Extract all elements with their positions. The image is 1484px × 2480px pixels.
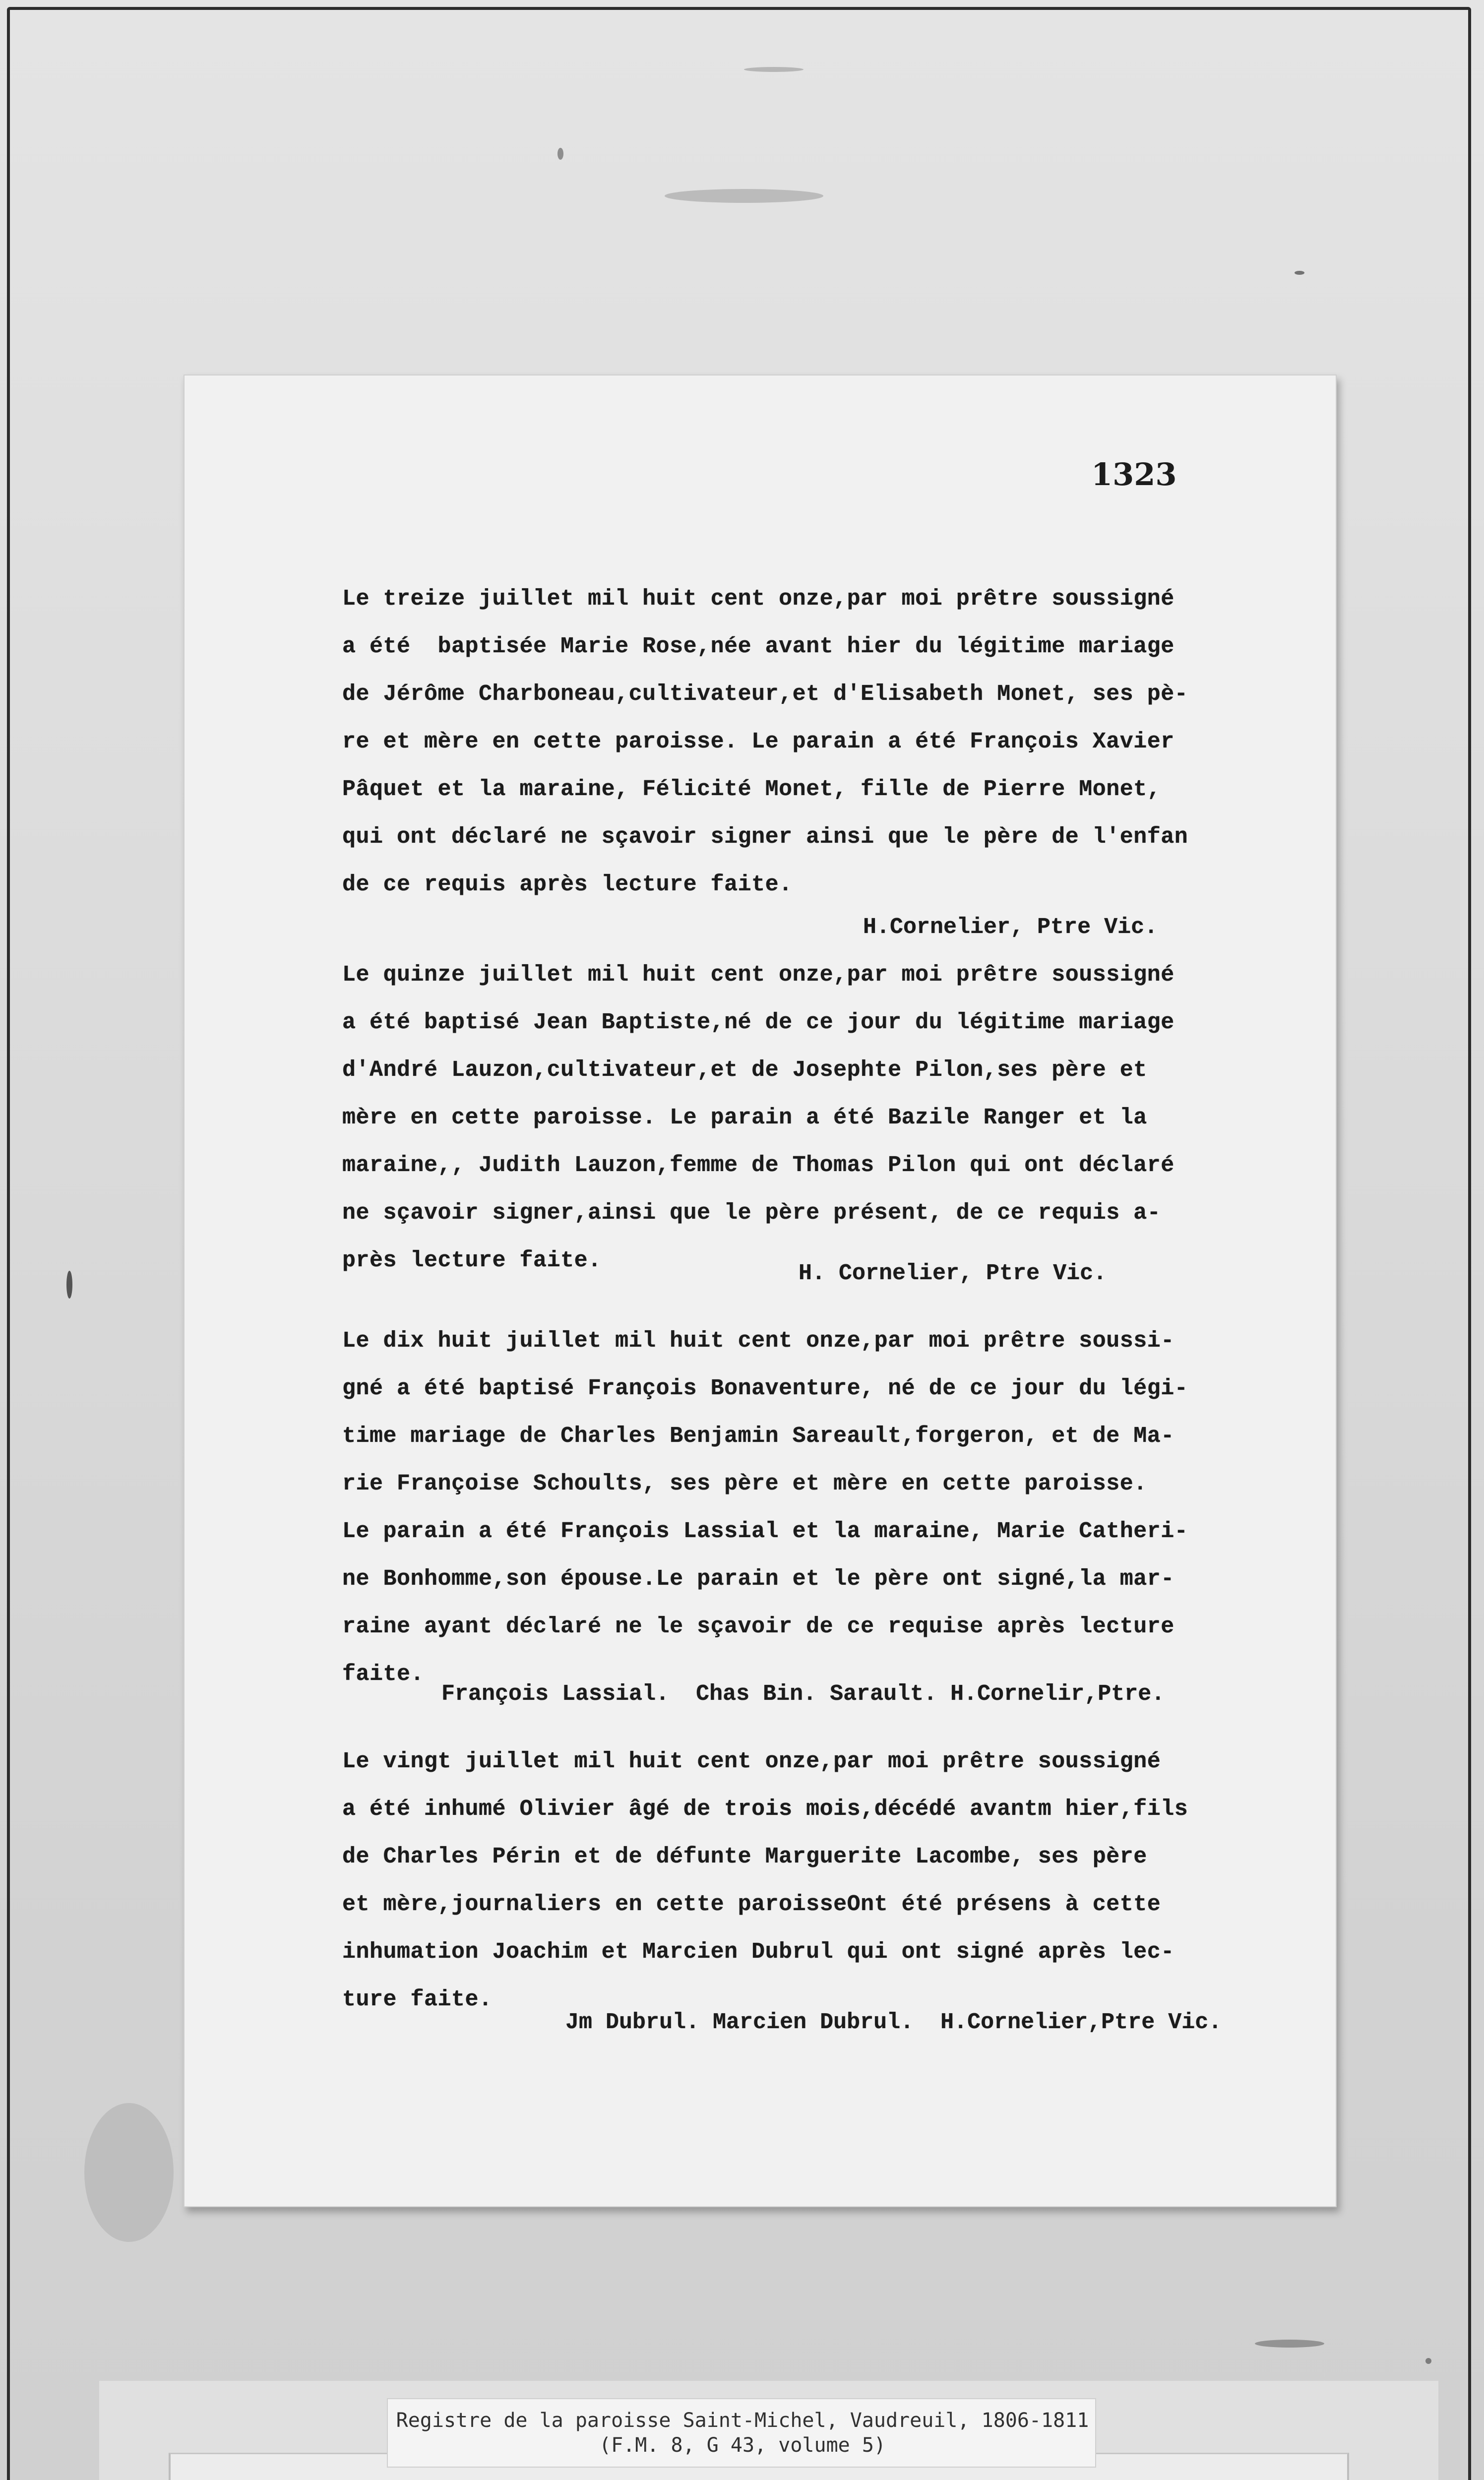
entry-burial-olivier xyxy=(342,1738,1285,2046)
entry-line: ne sçavoir signer,ainsi que le père présent, de ce requis a- xyxy=(342,1200,1161,1226)
entry-signature: François Lassial. Chas Bin. Sarault. H.Cornelir,Ptre. xyxy=(441,1681,1165,1707)
entry-line: de Charles Périn et de défunte Marguerite Lacombe, ses père xyxy=(342,1844,1147,1869)
entry-line: Le dix huit juillet mil huit cent onze,par moi prêtre soussi- xyxy=(342,1328,1175,1354)
entry-line: Le vingt juillet mil huit cent onze,par moi prêtre soussigné xyxy=(342,1749,1161,1774)
entry-baptism-francois-bonaventure xyxy=(342,1317,1285,1718)
entry-baptism-jean-baptiste xyxy=(342,951,1285,1298)
entry-baptism-marie-rose xyxy=(342,575,1285,951)
entry-line: raine ayant déclaré ne le sçavoir de ce requise après lecture xyxy=(342,1614,1175,1639)
entry-line: a été baptisé Jean Baptiste,né de ce jour du légitime mariage xyxy=(342,1010,1175,1035)
entry-signature: Jm Dubrul. Marcien Dubrul. H.Cornelier,Ptre Vic. xyxy=(565,2010,1222,2035)
entry-line: a été baptisée Marie Rose,née avant hier du légitime mariage xyxy=(342,634,1175,659)
entry-line: time mariage de Charles Benjamin Sareault,forgeron, et de Ma- xyxy=(342,1424,1175,1449)
entry-line: et mère,journaliers en cette paroisseOnt été présens à cette xyxy=(342,1892,1161,1917)
entry-line: inhumation Joachim et Marcien Dubrul qui ont signé après lec- xyxy=(342,1939,1175,1965)
register-label-reference: (F.M. 8, G 43, volume 5) xyxy=(599,2434,886,2457)
register-entries xyxy=(342,575,1285,2046)
entry-line: près lecture faite. xyxy=(342,1248,602,1273)
entry-line: mère en cette paroisse. Le parain a été Bazile Ranger et la xyxy=(342,1105,1147,1130)
entry-line: de Jérôme Charboneau,cultivateur,et d'Elisabeth Monet, ses pè- xyxy=(342,682,1188,707)
entry-line: de ce requis après lecture faite. xyxy=(342,872,793,897)
entry-signature: H.Cornelier, Ptre Vic. xyxy=(863,915,1158,940)
entry-line: faite. xyxy=(342,1662,425,1687)
entry-line: ture faite. xyxy=(342,1987,493,2012)
entry-line: rie Françoise Schoults, ses père et mère en cette paroisse. xyxy=(342,1471,1147,1496)
entry-signature: H. Cornelier, Ptre Vic. xyxy=(799,1261,1107,1286)
entry-line: Le parain a été François Lassial et la maraine, Marie Catheri- xyxy=(342,1519,1188,1544)
entry-line: gné a été baptisé François Bonaventure, né de ce jour du légi- xyxy=(342,1376,1188,1401)
entry-line: d'André Lauzon,cultivateur,et de Josephte Pilon,ses père et xyxy=(342,1057,1147,1083)
entry-line: maraine,, Judith Lauzon,femme de Thomas Pilon qui ont déclaré xyxy=(342,1153,1175,1178)
page-number: 1323 xyxy=(1091,456,1177,493)
entry-line: a été inhumé Olivier âgé de trois mois,décédé avantm hier,fils xyxy=(342,1797,1188,1822)
entry-line: Le quinze juillet mil huit cent onze,par moi prêtre soussigné xyxy=(342,962,1175,988)
entry-line: Le treize juillet mil huit cent onze,par moi prêtre soussigné xyxy=(342,586,1175,612)
entry-line: re et mère en cette paroisse. Le parain a été François Xavier xyxy=(342,729,1175,754)
entry-line: Pâquet et la maraine, Félicité Monet, fille de Pierre Monet, xyxy=(342,777,1161,802)
entry-line: ne Bonhomme,son épouse.Le parain et le père ont signé,la mar- xyxy=(342,1566,1175,1592)
register-label-title: Registre de la paroisse Saint-Michel, Vaudreuil, 1806-1811 xyxy=(396,2409,1089,2432)
entry-line: qui ont déclaré ne sçavoir signer ainsi que le père de l'enfan xyxy=(342,824,1188,850)
register-label xyxy=(387,2398,1096,2468)
